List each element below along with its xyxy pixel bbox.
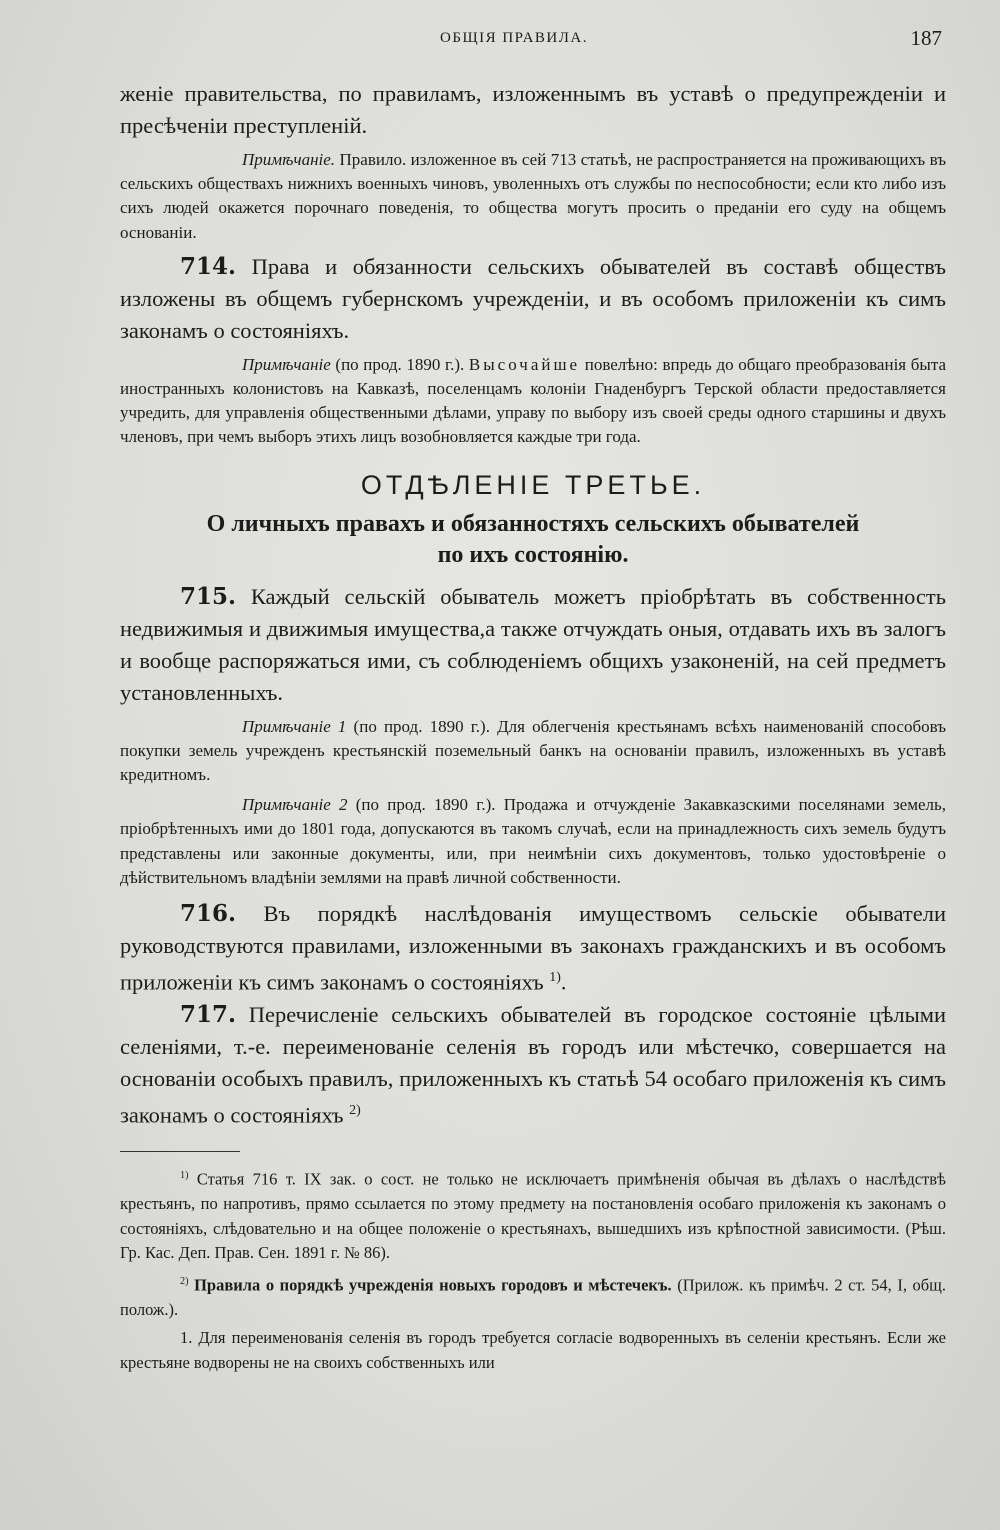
article-text: Каждый сельскій обыватель можетъ пріобрѣтать въ собственность недвижимыя и движимыя имущества,а также отчуждать оныя, отдавать ихъ въ залогъ и вообще распоряжаться ими, съ соблюденіемъ общихъ узаконеній, на сей предметъ установленныхъ. — [120, 583, 946, 705]
footnote-ref: 2) — [349, 1102, 361, 1118]
footnote-text: Статья 716 т. IX зак. о сост. не только не исключаетъ примѣненія обычая въ дѣлахъ о наслѣдствѣ крестьянъ, по напротивъ, прямо ссылается по этому предмету на постановленія особаго приложенія къ законамъ о состояніяхъ, слѣдовательно и на общее положеніе о крестьянахъ, вышедшихъ изъ крѣпостной зависимости. (Рѣш. Гр. Кас. Деп. Прав. Сен. 1891 г. № 86). — [120, 1169, 946, 1263]
footnote-text: (Прилож. къ примѣч. 2 ст. 54, I, общ. полож.). — [120, 1275, 946, 1319]
note-text: (по прод. 1890 г.). Продажа и отчужденіе Закавказскими поселянами земель, пріобрѣтенныхъ ими до 1801 года, допускаются въ такомъ случаѣ, если на принадлежность сихъ земель будутъ представлены или законные документы, или, при неимѣніи сихъ документовъ, только удостовѣреніе о дѣйствительномъ владѣніи землями на правѣ личной собственности. — [120, 795, 946, 887]
note-label: Примѣчаніе 1 — [242, 716, 347, 736]
article-717 — [120, 999, 946, 1132]
article-text: Права и обязанности сельскихъ обывателей въ составѣ обществъ изложены въ общемъ губернскомъ учрежденіи, и въ особомъ приложеніи къ симъ законамъ о состояніяхъ. — [120, 253, 946, 343]
footnote-1 — [120, 1164, 946, 1266]
article-716 — [120, 898, 946, 999]
note-label: Примѣчаніе — [242, 354, 331, 374]
note-715-2 — [120, 793, 946, 890]
article-715 — [120, 581, 946, 709]
footnote-mark: 1) — [180, 1170, 189, 1182]
note-text: Правило. изложенное въ сей 713 статьѣ, не распространяется на проживающихъ въ сельскихъ обществахъ нижнихъ военныхъ чиновъ, уволенныхъ отъ службы по неспособности; если кто либо изъ сихъ людей окажется порочнаго поведенія, то общества могутъ просить о преданіи его суду на общемъ основаніи. — [120, 150, 946, 242]
article-text: Перечисленіе сельскихъ обывателей въ городское состояніе цѣлыми селеніями, т.-е. переименованіе селенія въ городъ или мѣстечко, совершается на основаніи особыхъ правилъ, приложенныхъ къ статьѣ 54 особаго приложенія къ симъ законамъ о состояніяхъ — [120, 1001, 946, 1128]
footnote-heading: Правила о порядкѣ учрежденія новыхъ городовъ и мѣстечекъ. — [188, 1275, 672, 1295]
footnote-2-item-1: 1. Для переименованія селенія въ городъ требуется согласіе водворенныхъ въ селеніи крестьянъ. Если же крестьяне водворены не на своихъ собственныхъ или — [120, 1328, 946, 1372]
note-prefix: (по прод. 1890 г.). — [330, 354, 469, 374]
article-text: Въ порядкѣ наслѣдованія имуществомъ сельскіе обыватели руководствуются правилами, изложенными въ законахъ гражданскихъ и въ особомъ приложеніи къ симъ законамъ о состояніяхъ — [120, 901, 946, 995]
note-713 — [120, 148, 946, 245]
page-body — [120, 78, 946, 1379]
running-head — [120, 26, 950, 56]
article-number: 714. — [180, 252, 237, 280]
subtitle-line-1: О личныхъ правахъ и обязанностяхъ сельскихъ обывателей — [206, 510, 860, 537]
section-title: ОТДѢЛЕНІЕ ТРЕТЬЕ. — [360, 469, 706, 500]
note-label: Примѣчаніе. — [242, 150, 336, 169]
article-number: 716. — [180, 900, 237, 928]
note-714 — [120, 353, 946, 450]
note-text: (по прод. 1890 г.). Для облегченія крестьянамъ всѣхъ наименованій способовъ покупки земель учрежденъ крестьянскій поземельный банкъ на основаніи правилъ, изложенныхъ въ уставѣ кредитномъ. — [120, 716, 946, 785]
article-714 — [120, 251, 946, 347]
section-subtitle — [120, 509, 946, 571]
article-number: 717. — [180, 1000, 237, 1028]
note-spaced-word: Высочайше — [468, 354, 581, 374]
note-715-1 — [120, 715, 946, 788]
footnote-2 — [120, 1270, 946, 1323]
running-title: ОБЩІЯ ПРАВИЛА. — [440, 30, 589, 46]
article-number: 715. — [180, 582, 237, 610]
footnote-mark: 2) — [180, 1275, 189, 1287]
page-number: 187 — [910, 26, 942, 50]
note-text: повелѣно: впредь до общаго преобразованія быта иностранныхъ колонистовъ на Кавказѣ, поселенцамъ колоніи Гнаденбургъ Терской области предоставляется учредить, для управленія общественными дѣлами, управу по выбору изъ своей среды одного старшины и двухъ членовъ, при чемъ выборъ этихъ лицъ возобновляется каждые три года. — [120, 354, 947, 447]
footnote-ref: 1) — [549, 970, 561, 986]
footnote-divider — [120, 1151, 240, 1152]
article-end: . — [560, 969, 567, 995]
continuation-paragraph: женіе правительства, по правиламъ, изложеннымъ въ уставѣ о предупрежденіи и пресѣченіи преступленій. — [120, 81, 946, 138]
note-label: Примѣчаніе 2 — [242, 795, 348, 815]
subtitle-line-2: по ихъ состоянію. — [437, 541, 629, 568]
